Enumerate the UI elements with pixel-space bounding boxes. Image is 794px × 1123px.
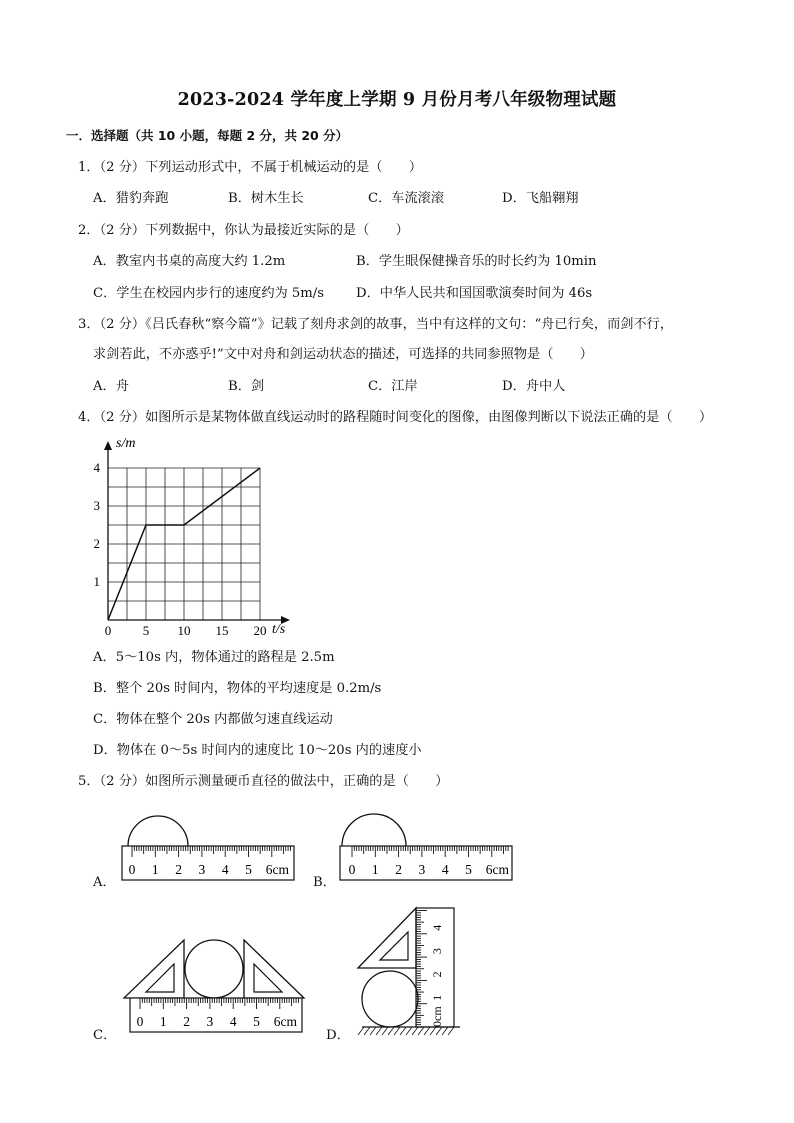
ruler-label: 3 [418, 862, 426, 877]
question-2-option-d: D．中华人民共和国国歌演奏时间为 46s [356, 286, 593, 301]
hatch-line [424, 1027, 430, 1035]
coin [362, 971, 418, 1027]
y-axis-arrow [104, 441, 112, 450]
question-4-option-d: D．物体在 0～5s 时间内的速度比 10～20s 内的速度小 [93, 743, 422, 758]
y-tick-label: 1 [93, 574, 100, 589]
section-heading: 一．选择题（共 10 小题，每题 2 分，共 20 分） [66, 128, 349, 143]
question-5-stem: 5．（2 分）如图所示测量硬币直径的做法中，正确的是（ ） [78, 774, 449, 789]
ruler-label: 5 [245, 862, 252, 877]
ruler-label: 1 [151, 862, 159, 877]
hatch-line [388, 1027, 394, 1035]
hatch-line [412, 1027, 418, 1035]
chart-axes [104, 441, 290, 624]
hatch-line [364, 1027, 370, 1035]
question-3-option-d: D．舟中人 [502, 379, 566, 394]
question-2-option-b: B．学生眼保健操音乐的时长约为 10min [356, 254, 597, 269]
ruler-label: 1 [159, 1014, 167, 1029]
distance-time-chart [88, 430, 303, 645]
ruler-label: 6cm [273, 1014, 298, 1029]
question-3-stem-line2: 求剑若此，不亦惑乎!”文中对舟和剑运动状态的描述，可选择的共同参照物是（ ） [93, 347, 593, 362]
hatch-line [376, 1027, 382, 1035]
x-tick-label: 0 [104, 623, 112, 638]
ruler-label: 4 [441, 862, 449, 877]
hatch-line [370, 1027, 376, 1035]
ruler-label: 4 [221, 862, 229, 877]
ruler-label: 3 [430, 948, 444, 955]
hatch-line [358, 1027, 364, 1035]
ruler-label: 3 [198, 862, 206, 877]
hatch-line [394, 1027, 400, 1035]
question-2-option-a: A．教室内书桌的高度大约 1.2m [93, 254, 286, 269]
question-5-option-a: A． [93, 875, 116, 890]
ground-hatch [358, 1027, 454, 1035]
set-square-right [244, 940, 304, 998]
hatch-line [436, 1027, 442, 1035]
question-4-stem: 4．（2 分）如图所示是某物体做直线运动时的路程随时间变化的图像，由图像判断以下说法正确的是（ ） [78, 410, 713, 425]
exam-title: 2023-2024 学年度上学期 9 月份月考八年级物理试题 [177, 90, 617, 110]
ruler-label: 4 [430, 924, 444, 931]
chart-grid [108, 468, 260, 620]
question-4-option-a: A．5～10s 内，物体通过的路程是 2.5m [93, 650, 335, 665]
question-1-option-b: B．树木生长 [228, 191, 304, 206]
hatch-line [406, 1027, 412, 1035]
question-2-option-c: C．学生在校园内步行的速度约为 5m/s [93, 286, 325, 301]
ruler-label: 0 [348, 862, 356, 877]
ruler-label: 6cm [485, 862, 510, 877]
ruler-label: 0cm [430, 1006, 444, 1027]
question-3-option-c: C．江岸 [368, 379, 418, 394]
hatch-line [382, 1027, 388, 1035]
coin-measure-figure-d [352, 902, 468, 1042]
hatch-line [418, 1027, 424, 1035]
coin-measure-figure-c [118, 932, 314, 1038]
hatch-line [430, 1027, 436, 1035]
ruler-label: 1 [430, 994, 444, 1001]
question-3-stem-line1: 3．（2 分）《吕氏春秋“察今篇”》记载了刻舟求剑的故事，当中有这样的文句：“舟已行矣，而剑不行， [78, 317, 674, 332]
ruler-label: 0 [136, 1014, 144, 1029]
question-5-option-b: B． [313, 875, 336, 890]
question-4-option-c: C．物体在整个 20s 内都做匀速直线运动 [93, 712, 333, 727]
ruler-label: 2 [175, 862, 182, 877]
ruler-label: 2 [430, 971, 444, 978]
question-4-option-b: B．整个 20s 时间内，物体的平均速度是 0.2m/s [93, 681, 382, 696]
hatch-line [400, 1027, 406, 1035]
ruler-label: 2 [183, 1014, 190, 1029]
ruler-label: 6cm [265, 862, 290, 877]
coin-measure-figure-a [118, 802, 298, 886]
ruler-label: 5 [253, 1014, 260, 1029]
x-tick-label: 20 [253, 623, 267, 638]
y-tick-label: 3 [93, 498, 100, 513]
x-tick-label: 10 [177, 623, 191, 638]
question-1-option-d: D．飞船翱翔 [502, 191, 579, 206]
ruler-a [122, 846, 294, 880]
question-1-option-a: A．猎豹奔跑 [93, 191, 169, 206]
coin-measure-figure-b [336, 808, 516, 886]
question-1-stem: 1．（2 分）下列运动形式中，不属于机械运动的是（ ） [78, 160, 423, 175]
question-3-option-b: B．剑 [228, 379, 265, 394]
ruler-label: 3 [206, 1014, 214, 1029]
ruler-label: 1 [371, 862, 379, 877]
ruler-b [340, 846, 512, 880]
question-1-option-c: C．车流滚滚 [368, 191, 445, 206]
question-5-option-c: C． [93, 1028, 117, 1043]
ruler-c [130, 998, 302, 1032]
chart-x-axis-label: t/s [272, 622, 286, 637]
y-tick-label: 2 [93, 536, 100, 551]
question-3-option-a: A．舟 [93, 379, 129, 394]
x-tick-label: 5 [142, 623, 150, 638]
hatch-line [442, 1027, 448, 1035]
x-tick-label: 15 [215, 623, 229, 638]
ruler-label: 2 [395, 862, 402, 877]
hatch-line [448, 1027, 454, 1035]
set-square-top [358, 908, 416, 968]
ruler-label: 0 [128, 862, 136, 877]
chart-y-axis-label: s/m [116, 436, 136, 451]
question-5-option-d: D． [326, 1028, 350, 1043]
set-square-left [124, 940, 184, 998]
y-tick-label: 4 [93, 460, 100, 475]
question-2-stem: 2．（2 分）下列数据中，你认为最接近实际的是（ ） [78, 223, 409, 238]
ruler-label: 4 [229, 1014, 237, 1029]
coin [185, 940, 243, 998]
vertical-ruler-ticks [416, 911, 444, 1028]
ruler-label: 5 [465, 862, 472, 877]
